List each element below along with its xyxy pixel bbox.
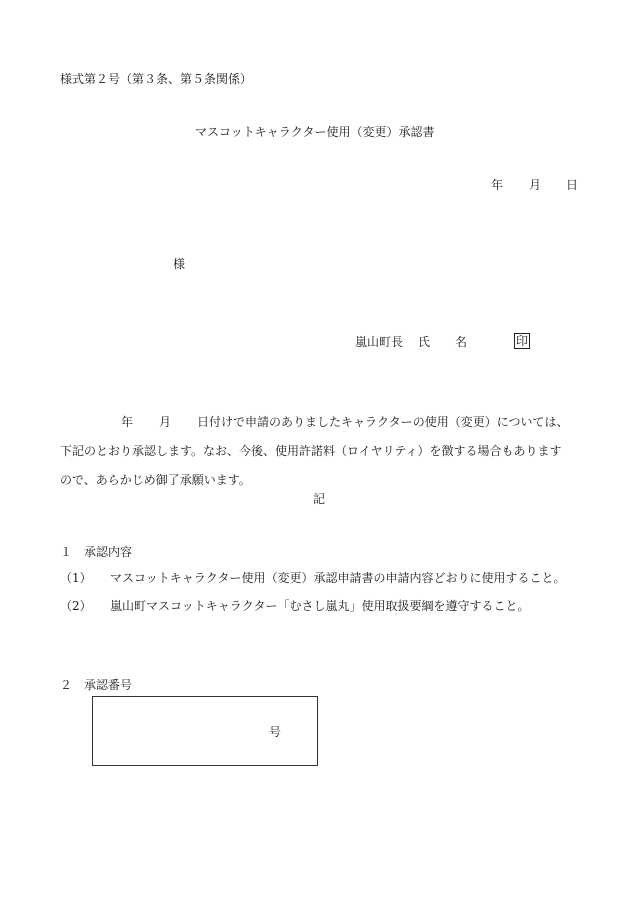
body-date-month: 月: [159, 415, 172, 429]
date-day: 日: [566, 178, 579, 192]
item-number: （2）: [60, 599, 92, 613]
ki-label: 記: [313, 492, 326, 506]
item-text: マスコットキャラクター使用（変更）承認申請書の申請内容どおりに使用すること。: [110, 571, 566, 585]
item-text: 嵐山町マスコットキャラクター「むさし嵐丸」使用取扱要綱を遵守すること。: [110, 599, 530, 613]
body-line-1: [60, 408, 580, 437]
body-line-2: 下記のとおり承認します。なお、今後、使用許諾料（ロイヤリティ）を徴する場合もあります: [60, 444, 562, 458]
section2-heading: ２ 承認番号: [60, 678, 133, 692]
addressee-suffix: 様: [173, 257, 186, 271]
seal-mark: 印: [516, 334, 529, 348]
form-number: 様式第２号（第３条、第５条関係）: [60, 72, 253, 86]
body-date-year: 年: [121, 415, 134, 429]
section1-heading: １ 承認内容: [60, 545, 133, 559]
date-month: 月: [529, 178, 542, 192]
number-suffix: 号: [269, 725, 282, 739]
approval-number-box: [92, 696, 318, 766]
body-line-3: ので、あらかじめ御了承願います。: [60, 473, 251, 487]
item-number: （1）: [60, 571, 92, 585]
issuer-shi: 氏: [418, 335, 431, 349]
issuer-title: 嵐山町長: [355, 335, 404, 349]
body-line-1-text: 日付けで申請のありましたキャラクターの使用（変更）については、: [197, 415, 569, 429]
issuer-mei: 名: [455, 335, 468, 349]
body-paragraph: [60, 408, 580, 495]
date-year: 年: [491, 178, 504, 192]
document-title: マスコットキャラクター使用（変更）承認書: [195, 125, 435, 139]
